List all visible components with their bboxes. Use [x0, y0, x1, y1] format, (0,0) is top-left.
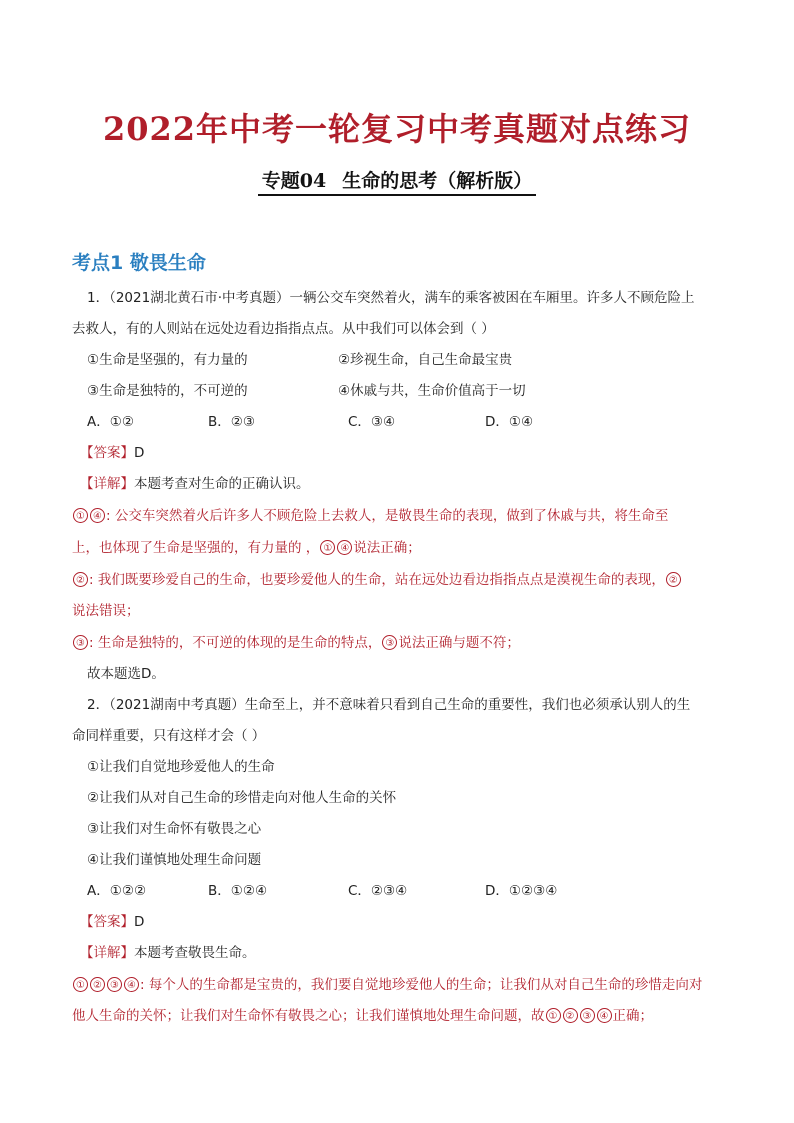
- q2-choice-b: B．①②④: [208, 883, 268, 899]
- q1-choice-c: C．③④: [348, 414, 396, 430]
- q2-stem-line2: 命同样重要，只有这样才会（ ）: [72, 728, 266, 744]
- detail-tag: 【详解】: [80, 476, 134, 492]
- circle-mark: ④: [90, 508, 105, 523]
- subtitle-topic-name: 生命的思考（解析版）: [342, 170, 533, 192]
- q1-item-4: ④休戚与共，生命价值高于一切: [338, 383, 526, 399]
- page-subtitle: [0, 166, 794, 196]
- answer-value: D: [134, 445, 145, 461]
- circle-mark: ④: [124, 977, 139, 992]
- answer-tag: 【答案】: [80, 445, 134, 461]
- analysis-text: : 我们既要珍爱自己的生命，也要珍爱他人的生命，站在远处边看边指指点点是漠视生命的表现，: [89, 572, 665, 588]
- detail-text: 本题考查敬畏生命。: [134, 945, 256, 961]
- circle-mark: ②: [73, 572, 88, 587]
- analysis-text: : 公交车突然着火后许多人不顾危险上去救人，是敬畏生命的表现，做到了休戚与共，将生命至: [106, 508, 669, 524]
- q2-analysis-line2: [72, 1006, 653, 1026]
- page-title: 2022年中考一轮复习中考真题对点练习: [102, 110, 692, 148]
- q1-analysis-1-line1: [72, 506, 668, 526]
- analysis-text: 说法正确与题不符；: [398, 635, 520, 651]
- q2-item-1: ①让我们自觉地珍爱他人的生命: [87, 759, 275, 775]
- subtitle-topic-number: 专题04: [261, 170, 327, 192]
- circle-mark: ②: [563, 1008, 578, 1023]
- analysis-text: 他人生命的关怀；让我们对生命怀有敬畏之心；让我们谨慎地处理生命问题，故: [72, 1008, 545, 1024]
- circle-mark: ③: [107, 977, 122, 992]
- circle-mark: ②: [90, 977, 105, 992]
- q2-item-2: ②让我们从对自己生命的珍惜走向对他人生命的关怀: [87, 790, 397, 806]
- q1-detail: [80, 474, 310, 494]
- circle-mark: ①: [546, 1008, 561, 1023]
- analysis-text: 说法正确；: [353, 540, 421, 556]
- analysis-text: 上，也体现了生命是坚强的，有力量的 ，: [72, 540, 320, 556]
- section-heading: 考点1 敬畏生命: [72, 252, 206, 274]
- q1-stem-line1: 1．（2021湖北黄石市·中考真题）一辆公交车突然着火，满车的乘客被困在车厢里。许多人不顾危险上: [87, 290, 695, 306]
- circle-mark: ①: [73, 508, 88, 523]
- q1-analysis-2-line2: 说法错误；: [72, 603, 140, 619]
- q2-answer: [80, 912, 144, 932]
- q1-item-3: ③生命是独特的，不可逆的: [87, 383, 248, 399]
- detail-text: 本题考查对生命的正确认识。: [134, 476, 310, 492]
- q1-conclusion: 故本题选D。: [87, 666, 165, 682]
- q2-item-3: ③让我们对生命怀有敬畏之心: [87, 821, 262, 837]
- analysis-text: : 每个人的生命都是宝贵的，我们要自觉地珍爱他人的生命；让我们从对自己生命的珍惜走向对: [140, 977, 703, 993]
- q2-choice-c: C．②③④: [348, 883, 408, 899]
- circle-mark: ④: [337, 540, 352, 555]
- q1-analysis-1-line2: [72, 538, 421, 558]
- circle-mark: ②: [666, 572, 681, 587]
- circle-mark: ④: [597, 1008, 612, 1023]
- circle-mark: ①: [73, 977, 88, 992]
- q2-detail: [80, 943, 256, 963]
- q1-item-2: ②珍视生命，自己生命最宝贵: [338, 352, 513, 368]
- analysis-text: : 生命是独特的，不可逆的体现的是生命的特点，: [89, 635, 382, 651]
- analysis-text: 正确；: [612, 1008, 653, 1024]
- q1-choice-a: A．①②: [87, 414, 134, 430]
- q1-choice-d: D．①④: [485, 414, 534, 430]
- q2-analysis-line1: [72, 975, 702, 995]
- circle-mark: ③: [73, 635, 88, 650]
- q1-analysis-3: [72, 633, 520, 653]
- q1-stem-line2: 去救人，有的人则站在远处边看边指指点点。从中我们可以体会到（ ）: [72, 321, 495, 337]
- q1-item-1: ①生命是坚强的，有力量的: [87, 352, 248, 368]
- detail-tag: 【详解】: [80, 945, 134, 961]
- circle-mark: ③: [382, 635, 397, 650]
- q1-answer: [80, 443, 144, 463]
- circle-mark: ③: [580, 1008, 595, 1023]
- answer-tag: 【答案】: [80, 914, 134, 930]
- q2-stem-line1: 2．（2021湖南中考真题）生命至上，并不意味着只看到自己生命的重要性，我们也必须承认别人的生: [87, 697, 691, 713]
- q2-choice-d: D．①②③④: [485, 883, 558, 899]
- q2-choice-a: A．①②②: [87, 883, 147, 899]
- answer-value: D: [134, 914, 145, 930]
- q1-analysis-2-line1: [72, 570, 682, 590]
- q2-item-4: ④让我们谨慎地处理生命问题: [87, 852, 262, 868]
- circle-mark: ①: [320, 540, 335, 555]
- q1-choice-b: B．②③: [208, 414, 255, 430]
